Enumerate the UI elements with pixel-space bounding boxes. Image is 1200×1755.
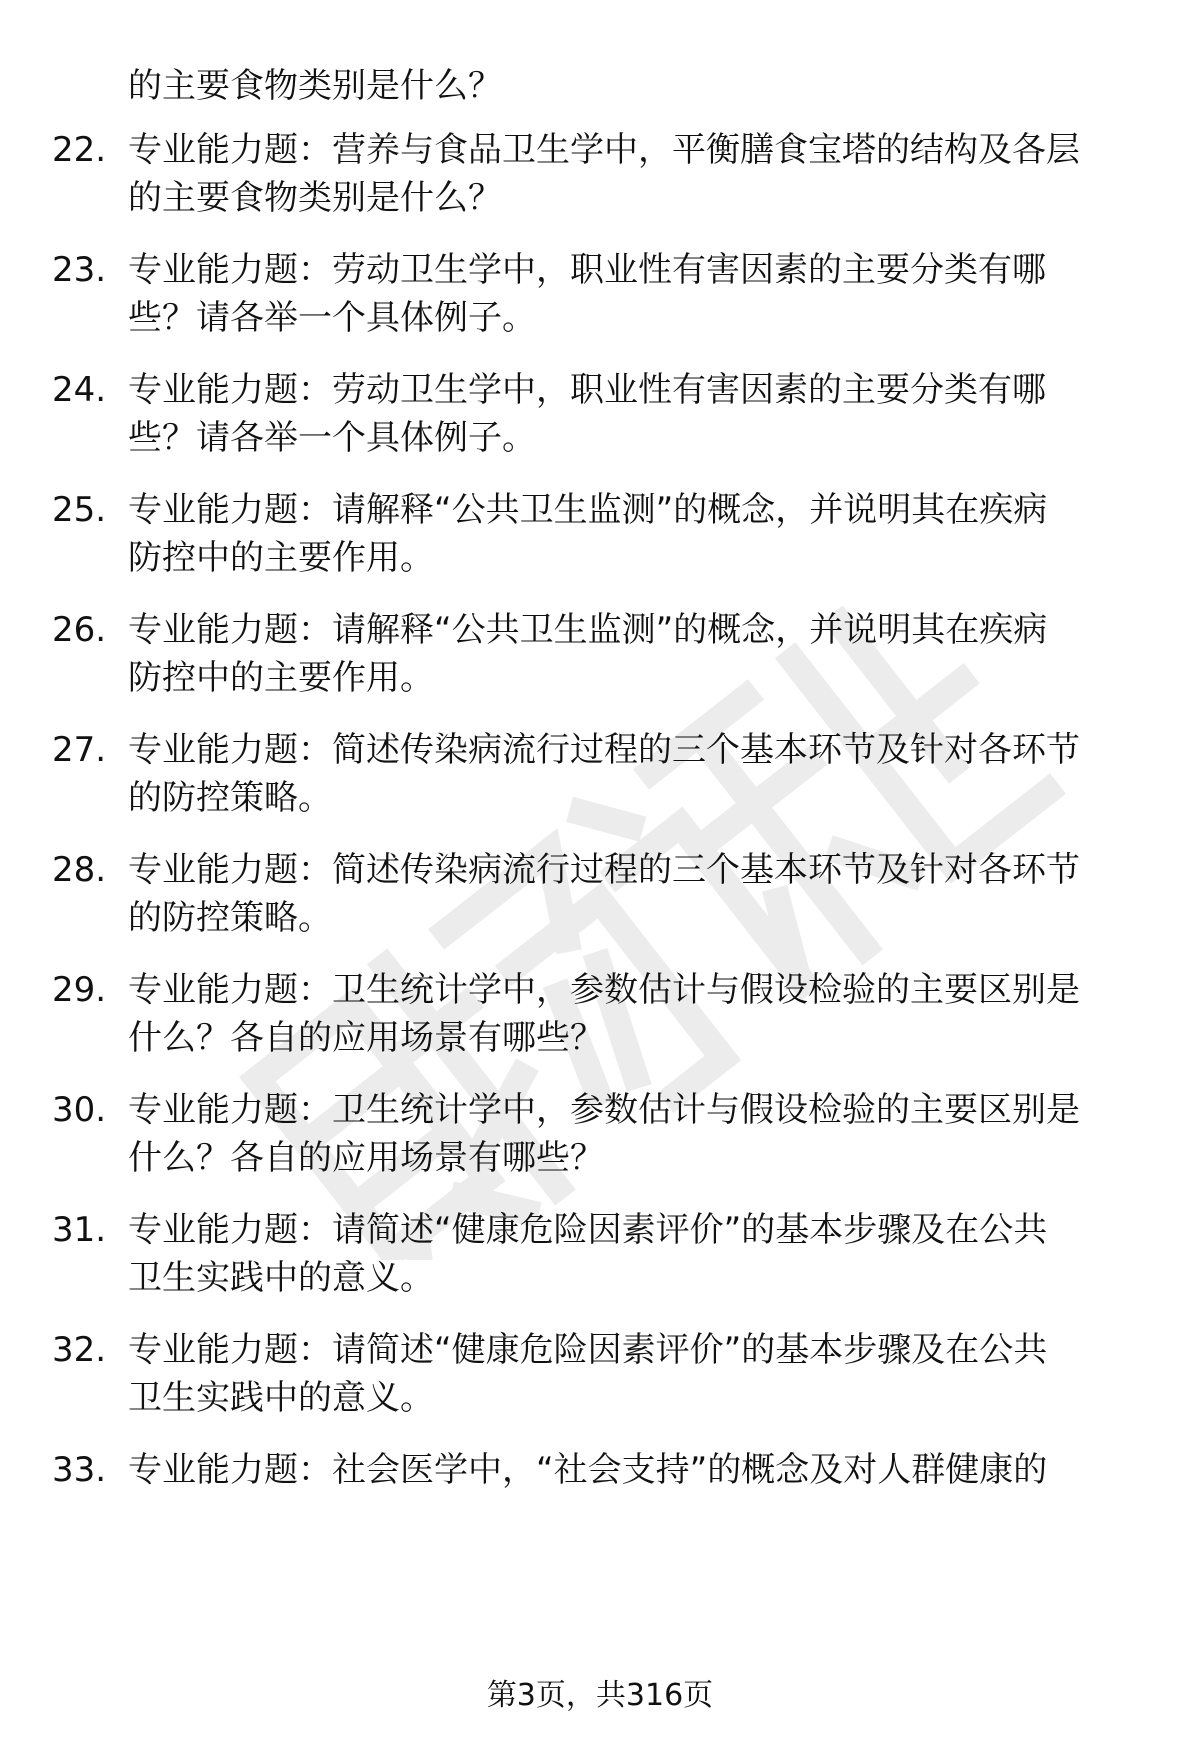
item-text [128,1206,1148,1302]
item-number: 25. [52,490,107,530]
item-line: 防控中的主要作用。 [128,658,434,698]
item-line: 的防控策略。 [128,778,332,818]
item-line: 专业能力题：社会医学中，“社会支持”的概念及对人群健康的 [128,1450,1048,1490]
item-line: 的主要食物类别是什么？ [128,178,502,218]
item-text [128,966,1148,1062]
item-number: 27. [52,730,107,770]
item-number: 23. [52,250,107,290]
item-line: 什么？各自的应用场景有哪些？ [128,1018,604,1058]
item-text [128,1326,1148,1422]
item-number: 31. [52,1210,107,1250]
item-line: 专业能力题：简述传染病流行过程的三个基本环节及针对各环节 [128,850,1080,890]
item-number: 24. [52,370,107,410]
item-number: 28. [52,850,107,890]
item-number: 26. [52,610,107,650]
item-line: 的防控策略。 [128,898,332,938]
item-line: 卫生实践中的意义。 [128,1378,434,1418]
item-line: 专业能力题：请简述“健康危险因素评价”的基本步骤及在公共 [128,1210,1048,1250]
item-number: 22. [52,130,107,170]
item-text [128,126,1148,222]
item-line: 防控中的主要作用。 [128,538,434,578]
item-line: 什么？各自的应用场景有哪些？ [128,1138,604,1178]
item-text [128,1086,1148,1182]
item-text [128,486,1148,582]
item-line: 专业能力题：请解释“公共卫生监测”的概念，并说明其在疾病 [128,490,1048,530]
continuation-text: 的主要食物类别是什么？ [128,66,502,106]
item-line: 专业能力题：劳动卫生学中，职业性有害因素的主要分类有哪 [128,250,1046,290]
item-line: 专业能力题：劳动卫生学中，职业性有害因素的主要分类有哪 [128,370,1046,410]
item-line: 专业能力题：卫生统计学中，参数估计与假设检验的主要区别是 [128,970,1080,1010]
item-text [128,366,1148,462]
item-text [128,726,1148,822]
page-footer: 第3页，共316页 [486,1678,714,1713]
item-line: 卫生实践中的意义。 [128,1258,434,1298]
item-line: 些？请各举一个具体例子。 [128,418,536,458]
item-number: 32. [52,1330,107,1370]
item-line: 专业能力题：请解释“公共卫生监测”的概念，并说明其在疾病 [128,610,1048,650]
item-text [128,246,1148,342]
item-number: 33. [52,1450,107,1490]
item-text [128,606,1148,702]
item-line: 专业能力题：简述传染病流行过程的三个基本环节及针对各环节 [128,730,1080,770]
item-line: 专业能力题：请简述“健康危险因素评价”的基本步骤及在公共 [128,1330,1048,1370]
item-text [128,846,1148,942]
item-number: 29. [52,970,107,1010]
item-text [128,1446,1148,1494]
item-line: 专业能力题：卫生统计学中，参数估计与假设检验的主要区别是 [128,1090,1080,1130]
item-line: 些？请各举一个具体例子。 [128,298,536,338]
item-number: 30. [52,1090,107,1130]
item-line: 专业能力题：营养与食品卫生学中，平衡膳食宝塔的结构及各层 [128,130,1080,170]
